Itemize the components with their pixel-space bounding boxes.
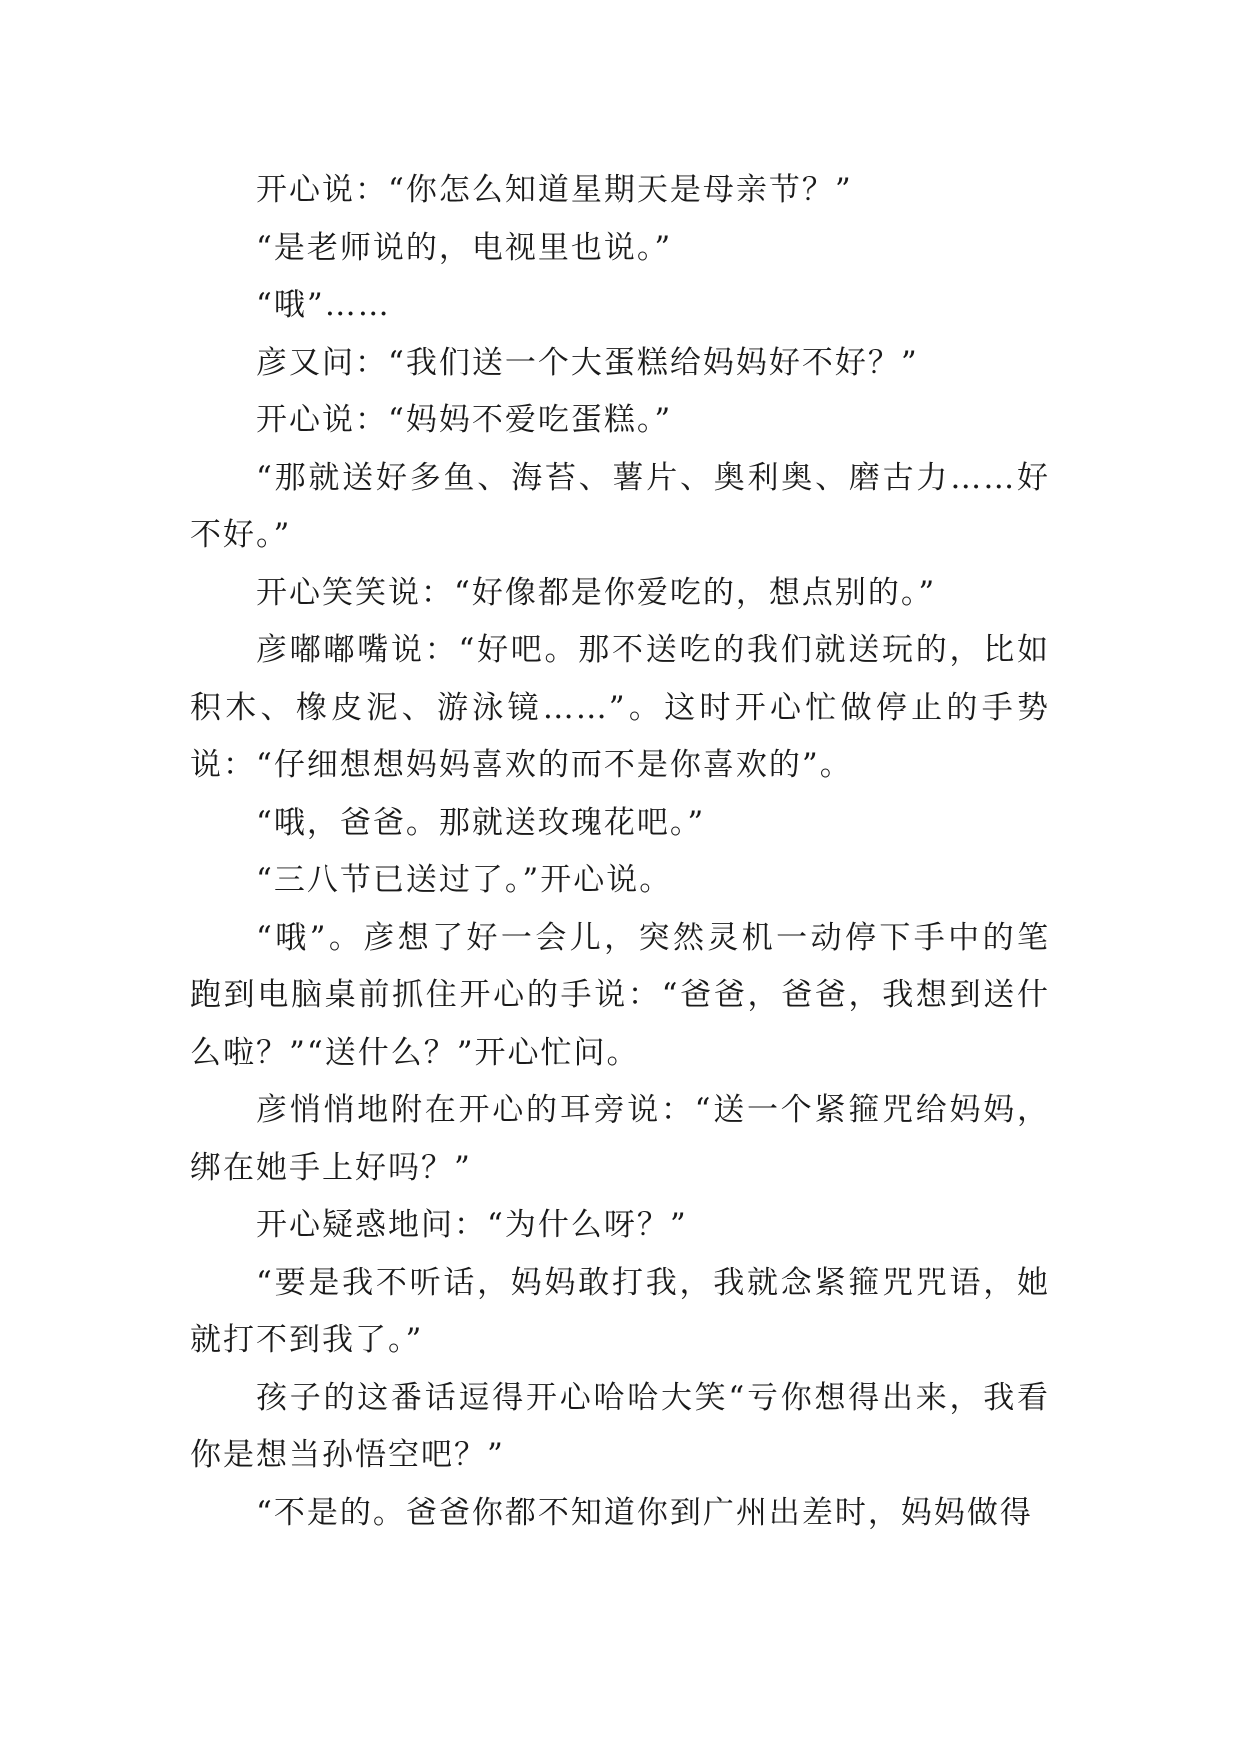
paragraph: “哦，爸爸。那就送玫瑰花吧。” (256, 804, 706, 841)
paragraph: 开心笑笑说：“好像都是你爱吃的，想点别的。” (256, 574, 937, 611)
paragraph: “那就送好多鱼、海苔、薯片、奥利奥、磨古力……好不好。” (190, 459, 1050, 553)
paragraph: 开心说：“妈妈不爱吃蛋糕。” (256, 402, 673, 438)
paragraph: “是老师说的，电视里也说。” (256, 229, 673, 266)
paragraph: 彦嘟嘟嘴说：“好吧。那不送吃的我们就送玩的，比如积木、橡皮泥、游泳镜……”。这时开心忙做停止的手势说：“仔细想想妈妈喜欢的而不是你喜欢的”。 (190, 632, 1050, 783)
paragraph: “要是我不听话，妈妈敢打我，我就念紧箍咒咒语，她就打不到我了。” (190, 1264, 1050, 1358)
paragraph: “哦”…… (256, 287, 391, 323)
paragraph: 彦又问：“我们送一个大蛋糕给妈妈好不好？” (256, 344, 919, 381)
paragraph: “不是的。爸爸你都不知道你到广州出差时，妈妈做得 (256, 1494, 1033, 1531)
paragraph: “三八节已送过了。”开心说。 (256, 862, 673, 898)
paragraph: 孩子的这番话逗得开心哈哈大笑“亏你想得出来，我看你是想当孙悟空吧？” (190, 1379, 1050, 1473)
paragraph: 彦悄悄地附在开心的耳旁说：“送一个紧箍咒给妈妈，绑在她手上好吗？” (190, 1092, 1050, 1186)
paragraph: 开心说：“你怎么知道星期天是母亲节？” (256, 172, 853, 208)
paragraph: “哦”。彦想了好一会儿，突然灵机一动停下手中的笔跑到电脑桌前抓住开心的手说：“爸爸，爸爸，我想到送什么啦？”“送什么？”开心忙问。 (190, 919, 1050, 1071)
paragraph: 开心疑惑地问：“为什么呀？” (256, 1207, 688, 1243)
story-text (190, 162, 1050, 1542)
